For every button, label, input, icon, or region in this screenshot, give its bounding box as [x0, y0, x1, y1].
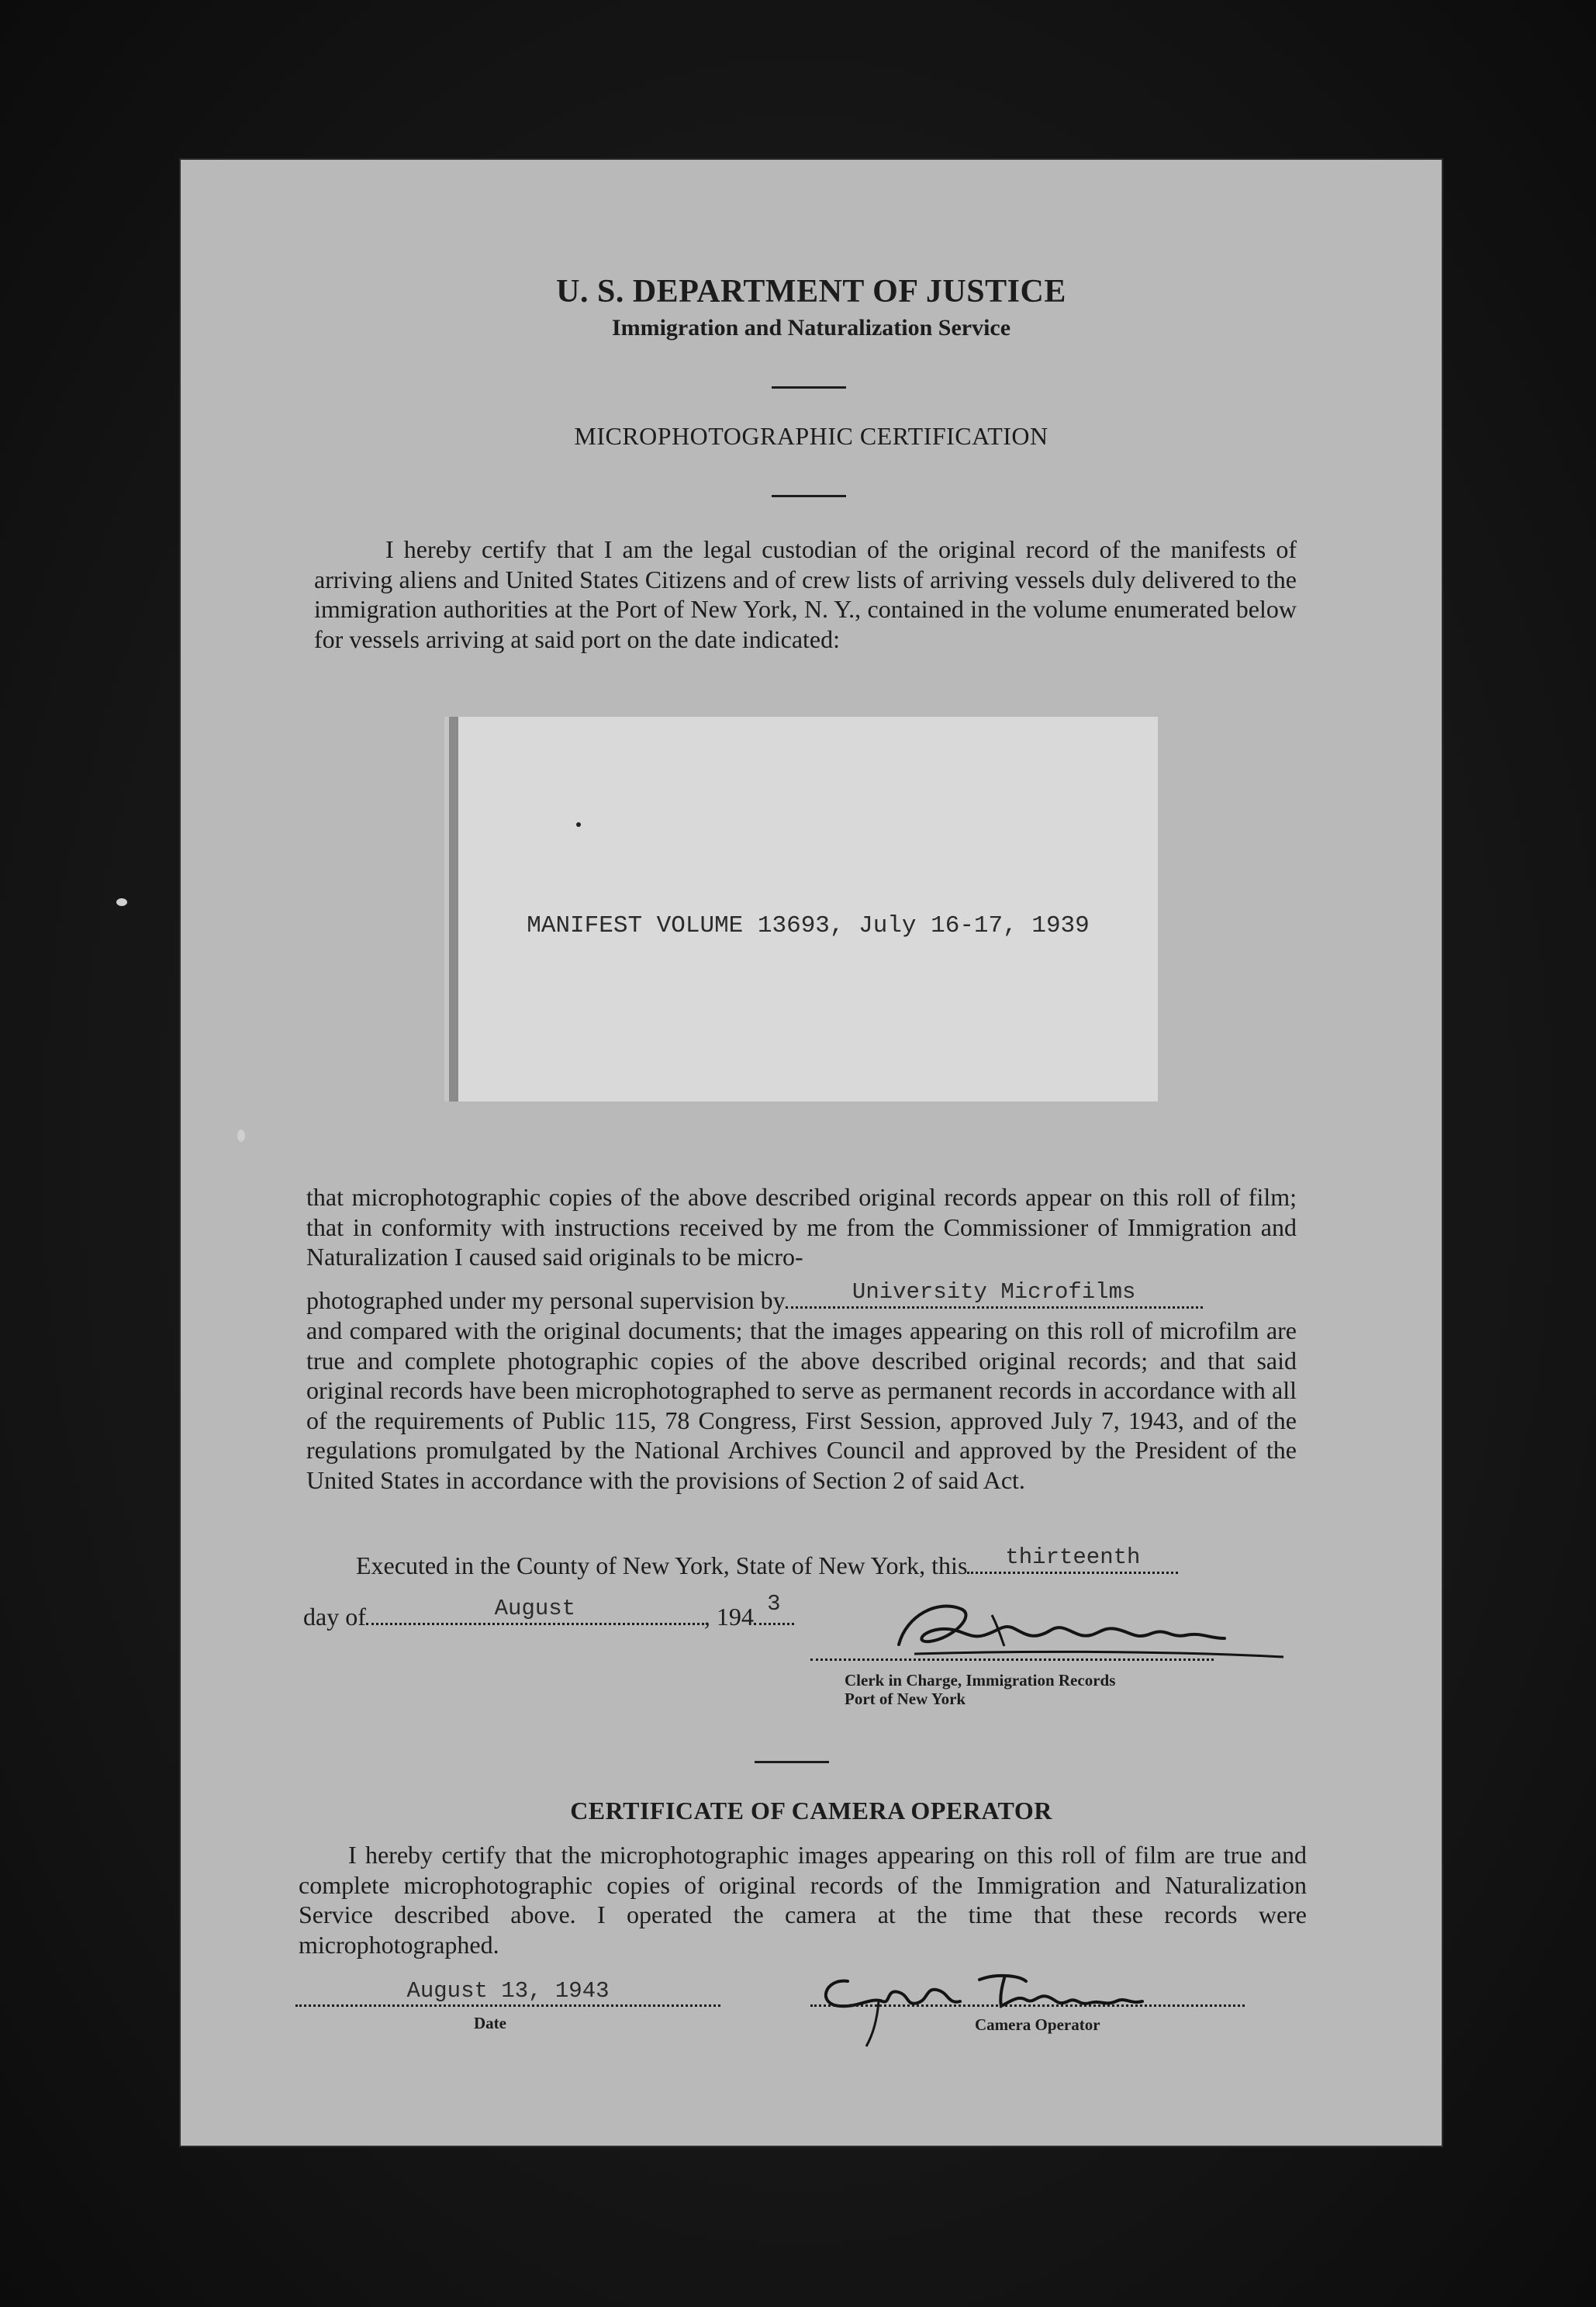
clerk-title-line-1: Clerk in Charge, Immigration Records	[845, 1671, 1116, 1690]
year-prefix: , 194	[703, 1603, 754, 1631]
executed-prefix: Executed in the County of New York, State of New York, this	[356, 1551, 968, 1579]
date-label: Date	[474, 2014, 506, 2032]
date-line	[295, 2004, 720, 2007]
card-speck	[576, 822, 581, 827]
film-speck	[237, 1129, 245, 1142]
body-paragraph-b: and compared with the original documents; that the images appearing on this roll of microfilm are true and complete photographic copies of the above described original records; and that said original records have been microphotographed to serve as permanent records in accordance with all of the requirements of Public 115, 78 Congress, First Session, approved July 7, 1943, and of the regulations promulgated by the National Archives Council and approved by the President of the United States in accordance with the provisions of Section 2 of said Act.	[306, 1316, 1297, 1494]
year-value: 3	[767, 1591, 781, 1617]
month-field	[366, 1596, 704, 1625]
intro-paragraph: I hereby certify that I am the legal custodian of the original record of the manifests of arriving aliens and United States Citizens and of crew lists of arriving vessels duly delivered to the immigration authorities at the Port of New York, N. Y., contained in the volume enumerated below for vessels arriving at said port on the date indicated:	[314, 535, 1297, 653]
clerk-title-line-2: Port of New York	[845, 1690, 966, 1708]
photographed-by-prefix: photographed under my personal supervision by	[306, 1286, 786, 1314]
day-of-line	[303, 1591, 794, 1631]
certification-document	[181, 160, 1442, 2146]
certification-title: MICROPHOTOGRAPHIC CERTIFICATION	[574, 422, 1048, 450]
service-subheading: Immigration and Naturalization Service	[611, 315, 1011, 341]
month-value: August	[494, 1596, 576, 1621]
clerk-signature	[868, 1584, 1302, 1669]
year-field	[754, 1591, 794, 1625]
agency-heading: U. S. DEPARTMENT OF JUSTICE	[556, 274, 1066, 310]
date-value: August 13, 1943	[406, 1978, 610, 2004]
executed-day-field	[967, 1544, 1178, 1574]
executed-line	[356, 1544, 1178, 1580]
executed-day-value: thirteenth	[1005, 1544, 1141, 1570]
film-speck	[116, 898, 127, 906]
day-of-label: day of	[303, 1603, 366, 1631]
manifest-card-label: MANIFEST VOLUME 13693, July 16-17, 1939	[527, 912, 1090, 939]
photographed-by-value: University Microfilms	[852, 1279, 1136, 1305]
operator-signature-line	[810, 2004, 1245, 2007]
divider	[755, 1761, 829, 1763]
clerk-title	[845, 1671, 1115, 1708]
divider	[772, 386, 846, 389]
photographed-by-field	[786, 1279, 1203, 1309]
operator-label: Camera Operator	[975, 2015, 1100, 2034]
divider	[772, 495, 846, 497]
manifest-card	[458, 717, 1158, 1102]
clerk-signature-line	[810, 1658, 1214, 1661]
body-paragraph-a: that microphotographic copies of the above described original records appear on this roll of film; that in conformity with instructions received by me from the Commissioner of Immigration and Naturalization I caused said originals to be micro-	[306, 1183, 1297, 1271]
camera-certificate-text: I hereby certify that the microphotographic images appearing on this roll of film are true and complete microphotographic copies of original records of the Immigration and Naturalization Service described above. I operated the camera at the time that these records were microphotographed.	[299, 1841, 1307, 1959]
camera-certificate-title: CERTIFICATE OF CAMERA OPERATOR	[570, 1797, 1052, 1825]
photographed-by-line	[306, 1279, 1203, 1315]
